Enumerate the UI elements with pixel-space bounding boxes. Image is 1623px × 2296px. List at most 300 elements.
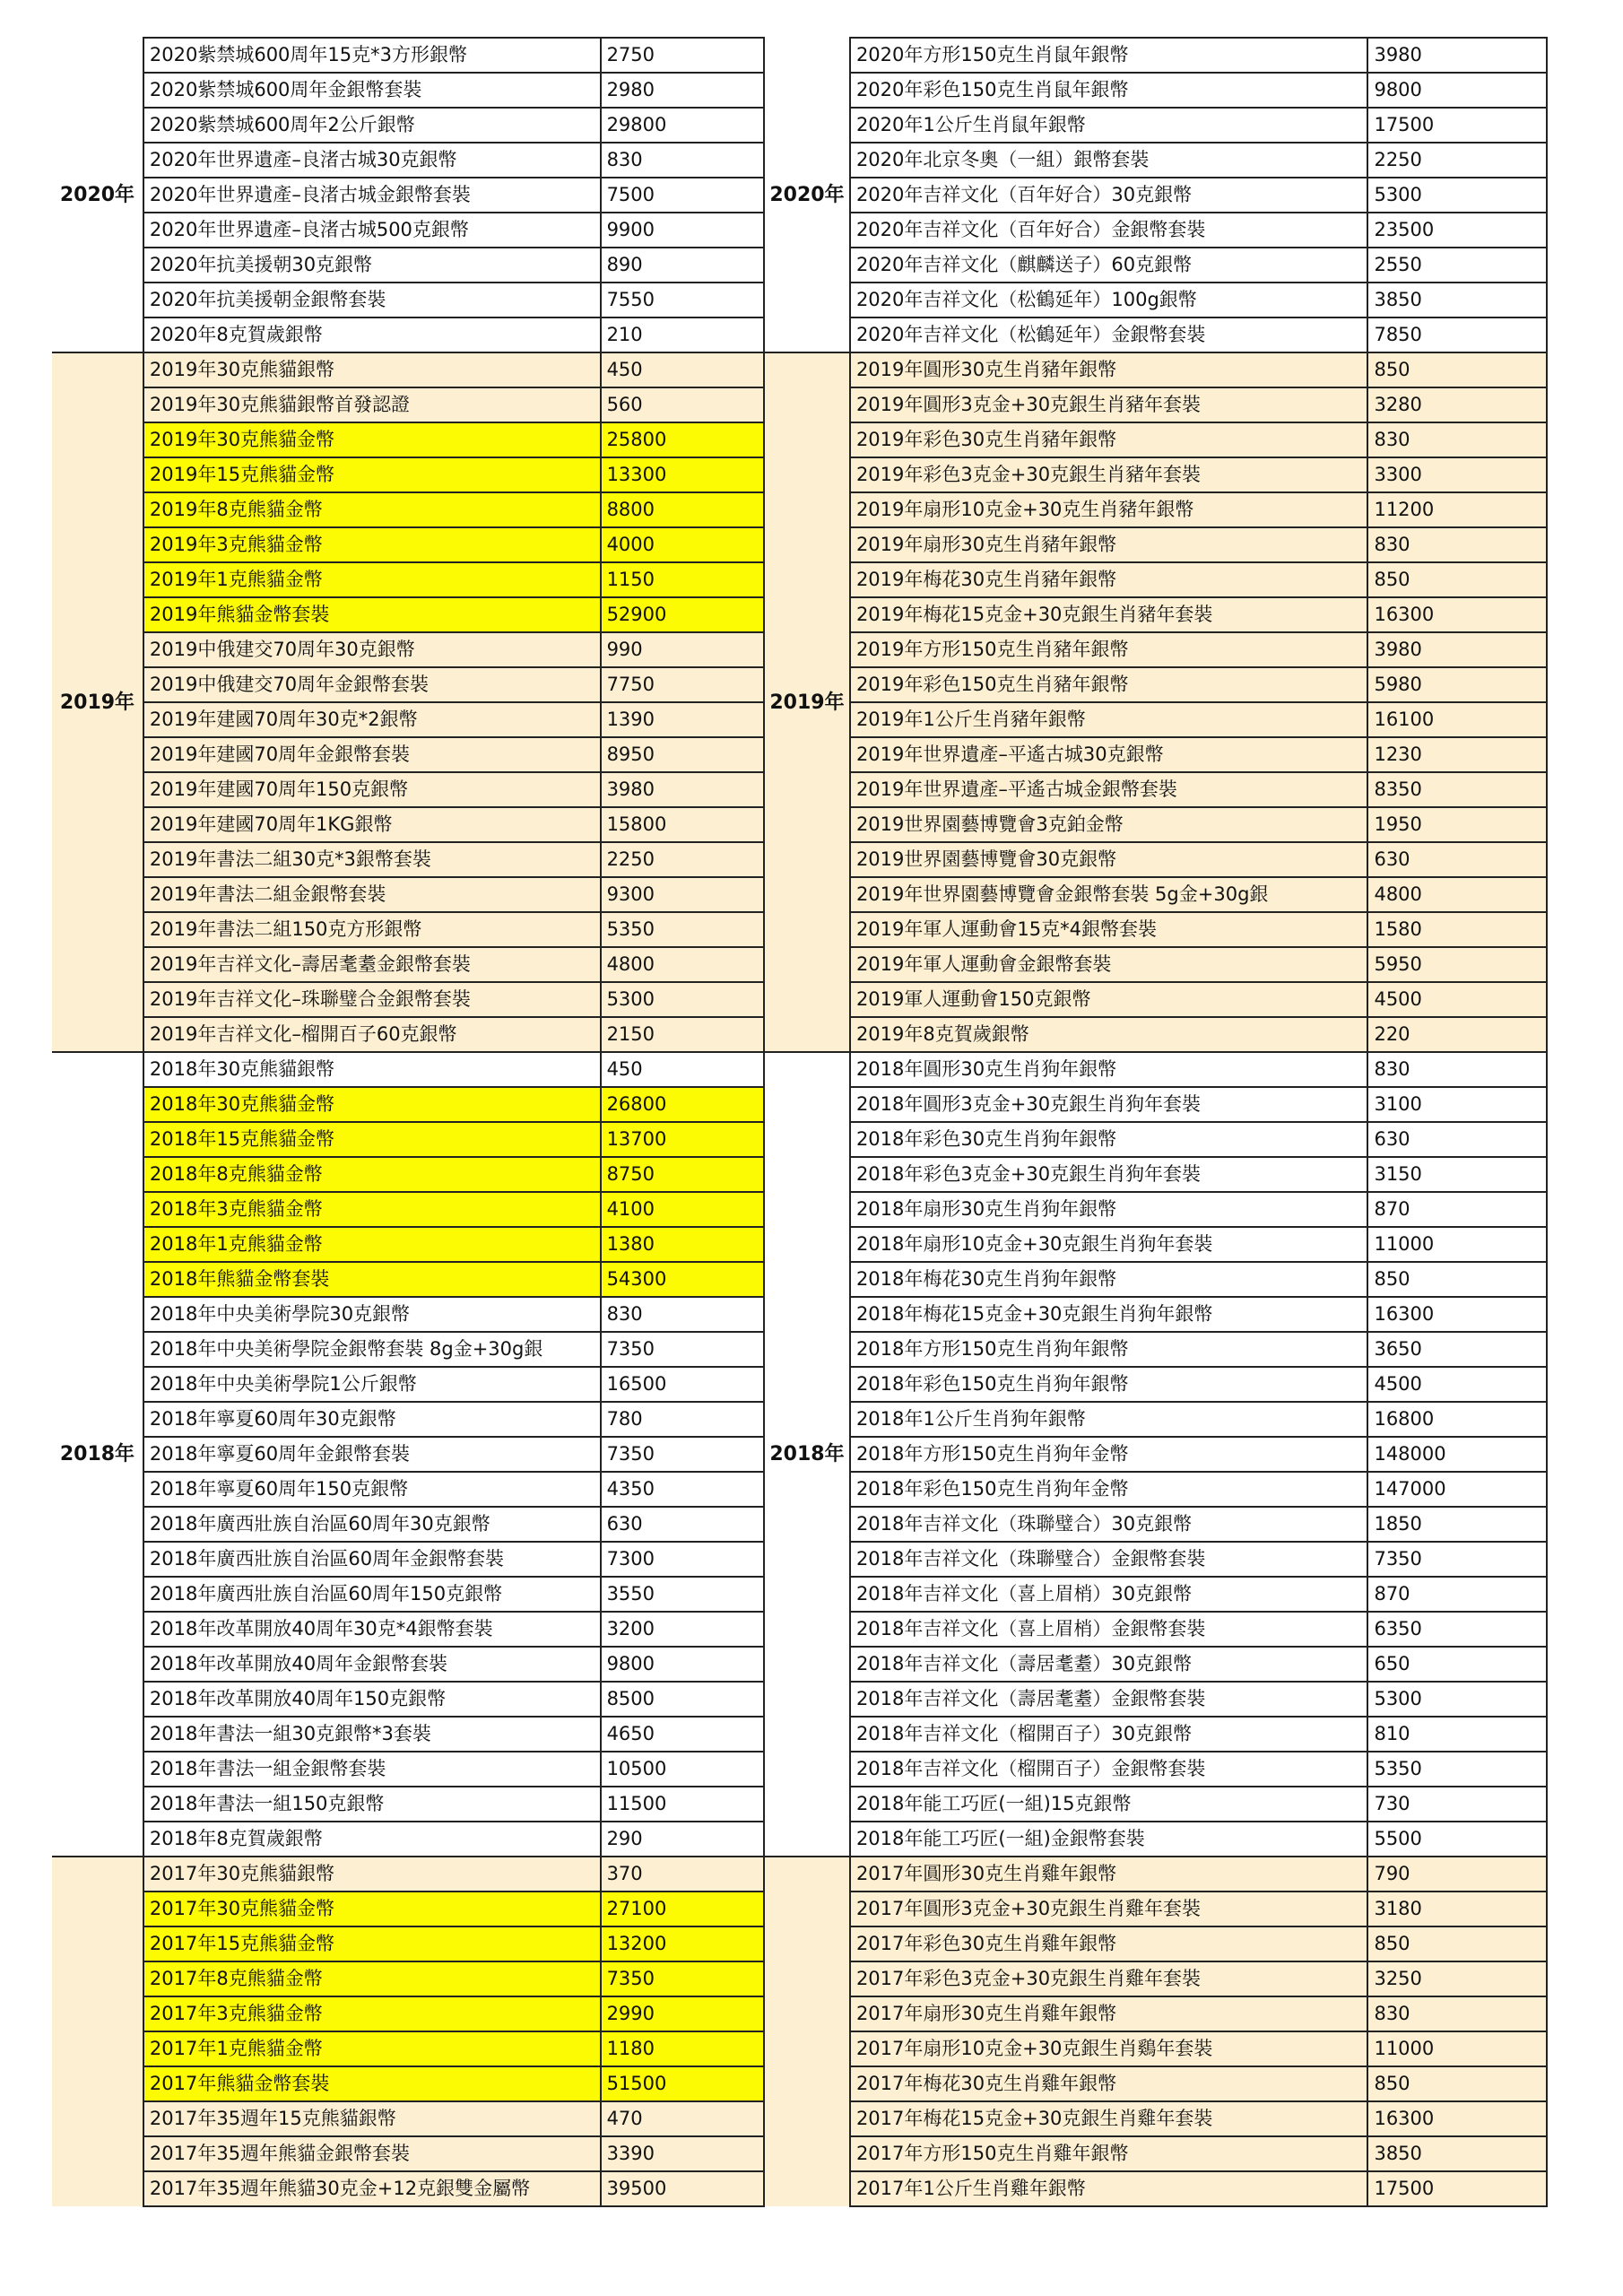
item-name: 2019中俄建交70周年金銀幣套裝: [143, 667, 601, 702]
item-price: 4500: [1367, 982, 1547, 1017]
table-row: [765, 492, 1547, 527]
item-name: 2018年15克熊貓金幣: [143, 1122, 601, 1157]
table-row: [765, 38, 1547, 73]
item-price: 450: [601, 352, 764, 387]
item-price: 2980: [601, 73, 764, 108]
item-name: 2018年書法一組金銀幣套裝: [143, 1752, 601, 1787]
table-row: [765, 842, 1547, 877]
table-row: [52, 1961, 764, 1996]
table-row: [765, 2136, 1547, 2171]
year-label: [52, 1857, 143, 2206]
item-name: 2017年35週年熊貓30克金+12克銀雙金屬幣: [143, 2171, 601, 2206]
item-price: 4650: [601, 1717, 764, 1752]
table-row: [52, 2136, 764, 2171]
item-name: 2019年圓形3克金+30克銀生肖豬年套裝: [850, 387, 1368, 422]
table-row: [765, 527, 1547, 562]
item-name: 2017年30克熊貓銀幣: [143, 1857, 601, 1892]
table-row: [765, 667, 1547, 702]
item-price: 830: [601, 1297, 764, 1332]
item-name: 2017年3克熊貓金幣: [143, 1996, 601, 2031]
table-row: [765, 1367, 1547, 1402]
item-price: 11200: [1367, 492, 1547, 527]
item-name: 2018年能工巧匠(一組)15克銀幣: [850, 1787, 1368, 1822]
item-name: 2019年圓形30克生肖豬年銀幣: [850, 352, 1368, 387]
year-label: 2020年: [52, 38, 143, 352]
table-row: [765, 1402, 1547, 1437]
item-name: 2018年寧夏60周年150克銀幣: [143, 1472, 601, 1507]
item-name: 2019年吉祥文化–壽居耄耋金銀幣套裝: [143, 947, 601, 982]
item-price: 2150: [601, 1017, 764, 1052]
item-name: 2018年能工巧匠(一組)金銀幣套裝: [850, 1822, 1368, 1857]
table-row: [765, 877, 1547, 912]
table-row: [52, 1262, 764, 1297]
table-row: [52, 1926, 764, 1961]
item-name: 2018年吉祥文化（榴開百子）30克銀幣: [850, 1717, 1368, 1752]
item-price: 850: [1367, 2066, 1547, 2101]
item-name: 2020年世界遺產–良渚古城金銀幣套裝: [143, 178, 601, 213]
table-row: [765, 1682, 1547, 1717]
item-name: 2018年廣西壯族自治區60周年30克銀幣: [143, 1507, 601, 1542]
table-row: [765, 143, 1547, 178]
table-row: [52, 387, 764, 422]
item-price: 810: [1367, 1717, 1547, 1752]
table-row: [765, 317, 1547, 352]
table-row: [52, 422, 764, 457]
item-price: 147000: [1367, 1472, 1547, 1507]
item-price: 370: [601, 1857, 764, 1892]
table-row: [52, 877, 764, 912]
item-name: 2019年世界遺產–平遙古城金銀幣套裝: [850, 772, 1368, 807]
item-name: 2018年吉祥文化（珠聯璧合）金銀幣套裝: [850, 1542, 1368, 1577]
item-price: 3250: [1367, 1961, 1547, 1996]
item-price: 9900: [601, 213, 764, 248]
item-name: 2017年35週年熊貓金銀幣套裝: [143, 2136, 601, 2171]
item-price: 5300: [1367, 178, 1547, 213]
item-name: 2018年30克熊貓銀幣: [143, 1052, 601, 1087]
item-name: 2019年8克賀歲銀幣: [850, 1017, 1368, 1052]
item-name: 2018年圓形3克金+30克銀生肖狗年套裝: [850, 1087, 1368, 1122]
item-price: 1150: [601, 562, 764, 597]
item-name: 2019年扇形30克生肖豬年銀幣: [850, 527, 1368, 562]
item-price: 13700: [601, 1122, 764, 1157]
item-price: 2750: [601, 38, 764, 73]
table-row: [765, 1787, 1547, 1822]
item-price: 9800: [601, 1647, 764, 1682]
table-row: [765, 2066, 1547, 2101]
table-row: [52, 178, 764, 213]
year-label: 2020年: [765, 38, 850, 352]
item-price: 17500: [1367, 2171, 1547, 2206]
item-price: 730: [1367, 1787, 1547, 1822]
item-name: 2019年1公斤生肖豬年銀幣: [850, 702, 1368, 737]
item-price: 23500: [1367, 213, 1547, 248]
table-row: [765, 912, 1547, 947]
item-name: 2019年書法二組150克方形銀幣: [143, 912, 601, 947]
table-row: [765, 1087, 1547, 1122]
left-price-table: [52, 37, 765, 2207]
item-price: 54300: [601, 1262, 764, 1297]
item-price: 9800: [1367, 73, 1547, 108]
item-price: 26800: [601, 1087, 764, 1122]
table-row: [52, 1787, 764, 1822]
item-name: 2018年廣西壯族自治區60周年150克銀幣: [143, 1577, 601, 1612]
table-row: [765, 772, 1547, 807]
table-row: [765, 213, 1547, 248]
table-row: [52, 1017, 764, 1052]
item-name: 2019年彩色30克生肖豬年銀幣: [850, 422, 1368, 457]
item-price: 850: [1367, 1926, 1547, 1961]
item-name: 2019年書法二組金銀幣套裝: [143, 877, 601, 912]
table-row: [765, 1262, 1547, 1297]
item-name: 2019年軍人運動會金銀幣套裝: [850, 947, 1368, 982]
item-price: 5350: [601, 912, 764, 947]
table-row: [765, 597, 1547, 632]
table-row: [765, 1961, 1547, 1996]
item-price: 630: [1367, 1122, 1547, 1157]
item-price: 13300: [601, 457, 764, 492]
table-row: [52, 1087, 764, 1122]
item-price: 1580: [1367, 912, 1547, 947]
table-row: [765, 1752, 1547, 1787]
item-name: 2018年中央美術學院金銀幣套裝 8g金+30g銀: [143, 1332, 601, 1367]
item-price: 890: [601, 248, 764, 283]
right-price-table: [765, 37, 1548, 2207]
table-row: [52, 1332, 764, 1367]
item-price: 830: [1367, 1052, 1547, 1087]
item-price: 220: [1367, 1017, 1547, 1052]
item-price: 4800: [1367, 877, 1547, 912]
table-row: [52, 213, 764, 248]
item-name: 2019年扇形10克金+30克生肖豬年銀幣: [850, 492, 1368, 527]
item-name: 2019年30克熊貓銀幣: [143, 352, 601, 387]
table-row: [765, 1332, 1547, 1367]
item-price: 11500: [601, 1787, 764, 1822]
table-row: [765, 1892, 1547, 1926]
item-name: 2020紫禁城600周年15克*3方形銀幣: [143, 38, 601, 73]
item-price: 16300: [1367, 597, 1547, 632]
item-name: 2018年梅花15克金+30克銀生肖狗年銀幣: [850, 1297, 1368, 1332]
item-price: 1850: [1367, 1507, 1547, 1542]
item-price: 5350: [1367, 1752, 1547, 1787]
item-price: 16100: [1367, 702, 1547, 737]
year-label: 2019年: [765, 352, 850, 1052]
table-row: [765, 1926, 1547, 1961]
table-row: [765, 1857, 1547, 1892]
item-price: 9300: [601, 877, 764, 912]
item-price: 8950: [601, 737, 764, 772]
table-row: [52, 1682, 764, 1717]
item-name: 2019年建國70周年150克銀幣: [143, 772, 601, 807]
item-name: 2017年梅花15克金+30克銀生肖雞年套裝: [850, 2101, 1368, 2136]
table-row: [765, 2171, 1547, 2206]
item-name: 2020年抗美援朝金銀幣套裝: [143, 283, 601, 317]
table-row: [52, 73, 764, 108]
item-name: 2017年15克熊貓金幣: [143, 1926, 601, 1961]
item-price: 7350: [1367, 1542, 1547, 1577]
item-price: 13200: [601, 1926, 764, 1961]
item-price: 39500: [601, 2171, 764, 2206]
table-row: [52, 947, 764, 982]
item-price: 3100: [1367, 1087, 1547, 1122]
item-price: 2990: [601, 1996, 764, 2031]
item-price: 1380: [601, 1227, 764, 1262]
item-price: 780: [601, 1402, 764, 1437]
item-price: 2250: [601, 842, 764, 877]
year-label: 2018年: [52, 1052, 143, 1857]
item-price: 850: [1367, 1262, 1547, 1297]
item-name: 2018年熊貓金幣套裝: [143, 1262, 601, 1297]
table-row: [765, 1157, 1547, 1192]
item-price: 290: [601, 1822, 764, 1857]
table-row: [52, 317, 764, 352]
item-name: 2020紫禁城600周年金銀幣套裝: [143, 73, 601, 108]
table-row: [52, 1857, 764, 1892]
table-row: [765, 1996, 1547, 2031]
item-price: 7750: [601, 667, 764, 702]
item-price: 870: [1367, 1577, 1547, 1612]
table-row: [765, 737, 1547, 772]
item-name: 2020年吉祥文化（松鶴延年）金銀幣套裝: [850, 317, 1368, 352]
item-price: 630: [601, 1507, 764, 1542]
table-row: [52, 2031, 764, 2066]
table-row: [52, 702, 764, 737]
item-name: 2018年彩色3克金+30克銀生肖狗年套裝: [850, 1157, 1368, 1192]
table-row: [765, 1542, 1547, 1577]
item-name: 2017年梅花30克生肖雞年銀幣: [850, 2066, 1368, 2101]
item-name: 2018年1克熊貓金幣: [143, 1227, 601, 1262]
left-table: [52, 37, 765, 2207]
table-row: [765, 1437, 1547, 1472]
table-row: [765, 387, 1547, 422]
item-name: 2019年建國70周年30克*2銀幣: [143, 702, 601, 737]
item-price: 1230: [1367, 737, 1547, 772]
table-row: [765, 947, 1547, 982]
table-row: [52, 1542, 764, 1577]
item-price: 3180: [1367, 1892, 1547, 1926]
item-price: 3980: [1367, 38, 1547, 73]
item-name: 2019世界園藝博覽會30克銀幣: [850, 842, 1368, 877]
item-price: 850: [1367, 352, 1547, 387]
item-price: 5950: [1367, 947, 1547, 982]
table-row: [52, 1157, 764, 1192]
table-row: [765, 1507, 1547, 1542]
table-row: [52, 1717, 764, 1752]
table-row: [52, 108, 764, 143]
item-name: 2019年彩色150克生肖豬年銀幣: [850, 667, 1368, 702]
table-row: [52, 143, 764, 178]
item-name: 2017年彩色30克生肖雞年銀幣: [850, 1926, 1368, 1961]
item-name: 2017年圓形3克金+30克銀生肖雞年套裝: [850, 1892, 1368, 1926]
table-row: [765, 982, 1547, 1017]
item-name: 2018年中央美術學院1公斤銀幣: [143, 1367, 601, 1402]
item-name: 2018年改革開放40周年30克*4銀幣套裝: [143, 1612, 601, 1647]
item-name: 2020紫禁城600周年2公斤銀幣: [143, 108, 601, 143]
table-row: [52, 1612, 764, 1647]
table-row: [765, 632, 1547, 667]
item-price: 15800: [601, 807, 764, 842]
item-price: 6350: [1367, 1612, 1547, 1647]
item-name: 2020年世界遺產–良渚古城500克銀幣: [143, 213, 601, 248]
item-name: 2018年寧夏60周年金銀幣套裝: [143, 1437, 601, 1472]
item-name: 2018年寧夏60周年30克銀幣: [143, 1402, 601, 1437]
item-name: 2018年8克賀歲銀幣: [143, 1822, 601, 1857]
item-price: 3980: [601, 772, 764, 807]
item-price: 8800: [601, 492, 764, 527]
item-price: 16300: [1367, 1297, 1547, 1332]
item-name: 2017年方形150克生肖雞年銀幣: [850, 2136, 1368, 2171]
item-price: 3300: [1367, 457, 1547, 492]
item-price: 850: [1367, 562, 1547, 597]
item-price: 1950: [1367, 807, 1547, 842]
item-name: 2019年世界園藝博覽會金銀幣套裝 5g金+30g銀: [850, 877, 1368, 912]
item-price: 470: [601, 2101, 764, 2136]
item-price: 7350: [601, 1332, 764, 1367]
item-price: 3150: [1367, 1157, 1547, 1192]
table-row: [765, 1017, 1547, 1052]
table-row: [52, 807, 764, 842]
item-name: 2020年世界遺產–良渚古城30克銀幣: [143, 143, 601, 178]
item-name: 2018年改革開放40周年150克銀幣: [143, 1682, 601, 1717]
item-name: 2019年8克熊貓金幣: [143, 492, 601, 527]
item-name: 2019世界園藝博覽會3克鉑金幣: [850, 807, 1368, 842]
item-name: 2019年15克熊貓金幣: [143, 457, 601, 492]
item-price: 29800: [601, 108, 764, 143]
item-price: 11000: [1367, 1227, 1547, 1262]
item-price: 7550: [601, 283, 764, 317]
item-price: 3550: [601, 1577, 764, 1612]
table-row: [52, 2101, 764, 2136]
item-name: 2017年1克熊貓金幣: [143, 2031, 601, 2066]
table-row: [52, 1297, 764, 1332]
item-name: 2020年1公斤生肖鼠年銀幣: [850, 108, 1368, 143]
item-name: 2018年書法一組150克銀幣: [143, 1787, 601, 1822]
item-name: 2018年梅花30克生肖狗年銀幣: [850, 1262, 1368, 1297]
table-row: [52, 1647, 764, 1682]
item-name: 2019年彩色3克金+30克銀生肖豬年套裝: [850, 457, 1368, 492]
table-row: [765, 178, 1547, 213]
item-name: 2017年圓形30克生肖雞年銀幣: [850, 1857, 1368, 1892]
table-row: [765, 1052, 1547, 1087]
item-name: 2019年3克熊貓金幣: [143, 527, 601, 562]
item-name: 2018年廣西壯族自治區60周年金銀幣套裝: [143, 1542, 601, 1577]
item-name: 2017年35週年15克熊貓銀幣: [143, 2101, 601, 2136]
item-price: 7300: [601, 1542, 764, 1577]
item-price: 790: [1367, 1857, 1547, 1892]
right-table: [765, 37, 1548, 2207]
item-price: 27100: [601, 1892, 764, 1926]
table-row: [765, 248, 1547, 283]
item-name: 2018年書法一組30克銀幣*3套裝: [143, 1717, 601, 1752]
item-price: 3390: [601, 2136, 764, 2171]
item-name: 2018年圓形30克生肖狗年銀幣: [850, 1052, 1368, 1087]
item-name: 2018年吉祥文化（喜上眉梢）金銀幣套裝: [850, 1612, 1368, 1647]
item-name: 2018年吉祥文化（壽居耄耋）30克銀幣: [850, 1647, 1368, 1682]
item-price: 4100: [601, 1192, 764, 1227]
table-row: [52, 492, 764, 527]
item-price: 4800: [601, 947, 764, 982]
item-name: 2018年吉祥文化（榴開百子）金銀幣套裝: [850, 1752, 1368, 1787]
item-price: 3980: [1367, 632, 1547, 667]
item-price: 17500: [1367, 108, 1547, 143]
item-name: 2019年1克熊貓金幣: [143, 562, 601, 597]
item-name: 2018年彩色150克生肖狗年銀幣: [850, 1367, 1368, 1402]
table-row: [52, 1752, 764, 1787]
item-name: 2018年扇形10克金+30克銀生肖狗年套裝: [850, 1227, 1368, 1262]
item-name: 2020年吉祥文化（麒麟送子）60克銀幣: [850, 248, 1368, 283]
table-row: [52, 667, 764, 702]
item-name: 2018年改革開放40周年金銀幣套裝: [143, 1647, 601, 1682]
table-row: [765, 422, 1547, 457]
table-row: [52, 1052, 764, 1087]
table-row: [52, 597, 764, 632]
item-price: 5500: [1367, 1822, 1547, 1857]
table-row: [52, 352, 764, 387]
item-name: 2018年吉祥文化（珠聯璧合）30克銀幣: [850, 1507, 1368, 1542]
item-name: 2020年吉祥文化（百年好合）金銀幣套裝: [850, 213, 1368, 248]
item-name: 2019年軍人運動會15克*4銀幣套裝: [850, 912, 1368, 947]
table-row: [765, 1472, 1547, 1507]
item-price: 8350: [1367, 772, 1547, 807]
table-row: [765, 1612, 1547, 1647]
item-price: 16800: [1367, 1402, 1547, 1437]
item-price: 870: [1367, 1192, 1547, 1227]
table-row: [52, 38, 764, 73]
item-name: 2020年8克賀歲銀幣: [143, 317, 601, 352]
item-price: 210: [601, 317, 764, 352]
item-name: 2018年吉祥文化（壽居耄耋）金銀幣套裝: [850, 1682, 1368, 1717]
item-price: 2550: [1367, 248, 1547, 283]
item-price: 1390: [601, 702, 764, 737]
table-row: [52, 1192, 764, 1227]
item-price: 830: [601, 143, 764, 178]
item-price: 4500: [1367, 1367, 1547, 1402]
table-row: [765, 73, 1547, 108]
table-row: [765, 2101, 1547, 2136]
table-row: [52, 1577, 764, 1612]
table-row: [52, 912, 764, 947]
item-price: 3850: [1367, 2136, 1547, 2171]
item-price: 3200: [601, 1612, 764, 1647]
item-name: 2019中俄建交70周年30克銀幣: [143, 632, 601, 667]
table-row: [52, 283, 764, 317]
item-price: 51500: [601, 2066, 764, 2101]
table-row: [52, 562, 764, 597]
item-price: 25800: [601, 422, 764, 457]
item-name: 2017年彩色3克金+30克銀生肖雞年套裝: [850, 1961, 1368, 1996]
year-label: 2019年: [52, 352, 143, 1052]
item-name: 2019年30克熊貓銀幣首發認證: [143, 387, 601, 422]
item-name: 2019年熊貓金幣套裝: [143, 597, 601, 632]
item-name: 2020年吉祥文化（百年好合）30克銀幣: [850, 178, 1368, 213]
item-name: 2018年30克熊貓金幣: [143, 1087, 601, 1122]
item-name: 2019年書法二組30克*3銀幣套裝: [143, 842, 601, 877]
table-row: [52, 527, 764, 562]
item-price: 8750: [601, 1157, 764, 1192]
table-row: [765, 1122, 1547, 1157]
item-price: 450: [601, 1052, 764, 1087]
item-price: 10500: [601, 1752, 764, 1787]
item-name: 2019年建國70周年金銀幣套裝: [143, 737, 601, 772]
table-row: [765, 1822, 1547, 1857]
item-price: 5980: [1367, 667, 1547, 702]
item-price: 4350: [601, 1472, 764, 1507]
table-row: [52, 457, 764, 492]
item-name: 2019年吉祥文化–榴開百子60克銀幣: [143, 1017, 601, 1052]
table-row: [52, 1892, 764, 1926]
item-price: 7850: [1367, 317, 1547, 352]
item-name: 2018年彩色30克生肖狗年銀幣: [850, 1122, 1368, 1157]
item-name: 2020年方形150克生肖鼠年銀幣: [850, 38, 1368, 73]
